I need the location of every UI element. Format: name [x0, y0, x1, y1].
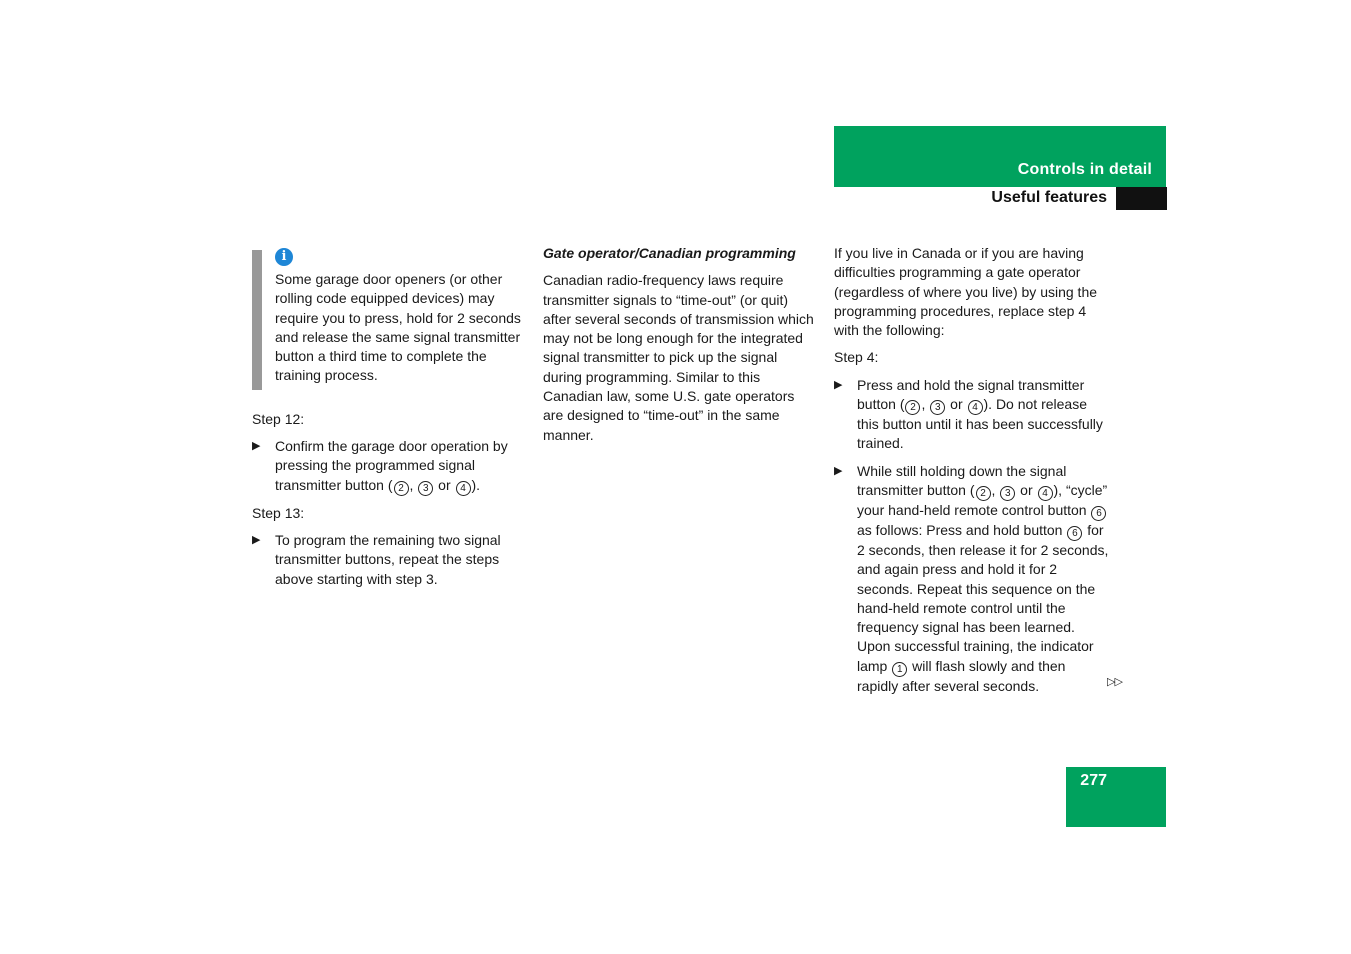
gate-operator-heading: Gate operator/Canadian programming [543, 245, 796, 261]
separator: , [991, 481, 996, 498]
info-icon: i [275, 248, 293, 266]
circled-number: 3 [1000, 486, 1015, 501]
circled-number: 4 [1038, 486, 1053, 501]
separator: or [1020, 481, 1033, 498]
bullet-text: Press and hold the signal transmitter button ( [857, 376, 1085, 413]
separator: , [921, 396, 926, 413]
step-13-bullet [252, 531, 527, 589]
circled-number: 2 [905, 400, 920, 415]
bullet-text: ). [471, 476, 481, 493]
subsection-title: Useful features [991, 189, 1107, 206]
info-note-bar [252, 250, 262, 390]
canada-intro: If you live in Canada or if you are having difficulties programming a gate operator (regardless of where you live) by using the programming procedures, replace step 4 with the following: [834, 245, 1098, 339]
circled-number: 4 [968, 400, 983, 415]
circled-number: 2 [976, 486, 991, 501]
column-left [252, 244, 527, 597]
separator: or [950, 396, 963, 413]
step-13-label: Step 13: [252, 504, 305, 521]
step-4-label: Step 4: [834, 349, 879, 366]
gate-operator-body: Canadian radio-frequency laws require transmitter signals to “time-out” (or quit) after several seconds of transmission which may not be long enough for the integrated signal transmitter to pick up the signal during programming. Similar to this Canadian law, some U.S. gate operators are designed to “time-out” in the same manner. [543, 272, 814, 443]
column-right [834, 244, 1109, 704]
section-title: Controls in detail [1017, 161, 1152, 178]
circled-number: 6 [1067, 526, 1082, 541]
separator: , [409, 476, 414, 493]
separator: or [438, 476, 451, 493]
triangle-bullet-icon: ▶ [834, 464, 843, 477]
circled-number: 6 [1091, 506, 1106, 521]
bullet-text: Confirm the garage door operation by pressing the programmed signal transmitter button ( [275, 438, 508, 493]
circled-number: 3 [418, 481, 433, 496]
header-section-bar [834, 126, 1166, 187]
double-triangle-continue-icon: ▷▷ [1107, 676, 1122, 688]
circled-number: 4 [456, 481, 471, 496]
bullet-text: ). Do not release this button until it has been successfully trained. [857, 396, 1103, 452]
bullet-text: for 2 seconds, then release it for 2 seconds, and again press and hold it for 2 seconds. Repeat this sequence on the hand-held remote control until the frequency signal has been learned. Upon successful training, the indicator lamp [857, 521, 1109, 674]
triangle-bullet-icon: ▶ [252, 533, 261, 546]
header-black-tab [1116, 187, 1167, 210]
bullet-text: will flash slowly and then rapidly after several seconds. [857, 657, 1066, 694]
circled-number: 3 [930, 400, 945, 415]
bullet-text: While still holding down the signal transmitter button ( [857, 462, 1067, 498]
info-note [252, 244, 527, 390]
step-4-bullet-2 [834, 462, 1109, 696]
bullet-text: To program the remaining two signal transmitter buttons, repeat the steps above starting with step 3. [275, 531, 501, 587]
circled-number: 2 [394, 481, 409, 496]
page-number: 277 [1080, 772, 1107, 789]
bullet-text: ), “cycle” your hand-held remote control button [857, 481, 1108, 518]
triangle-bullet-icon: ▶ [834, 378, 843, 391]
bullet-text: as follows: Press and hold button [857, 521, 1063, 538]
step-12-bullet [252, 437, 527, 496]
column-middle [543, 244, 818, 453]
info-note-text: Some garage door openers (or other rolling code equipped devices) may require you to press, hold for 2 seconds and release the same signal transmitter button a third time to complete the training process. [275, 271, 521, 384]
step-12-label: Step 12: [252, 410, 305, 427]
triangle-bullet-icon: ▶ [252, 440, 261, 453]
step-4-bullet-1 [834, 376, 1109, 454]
page-number-box [1066, 767, 1166, 827]
circled-number: 1 [892, 662, 907, 677]
